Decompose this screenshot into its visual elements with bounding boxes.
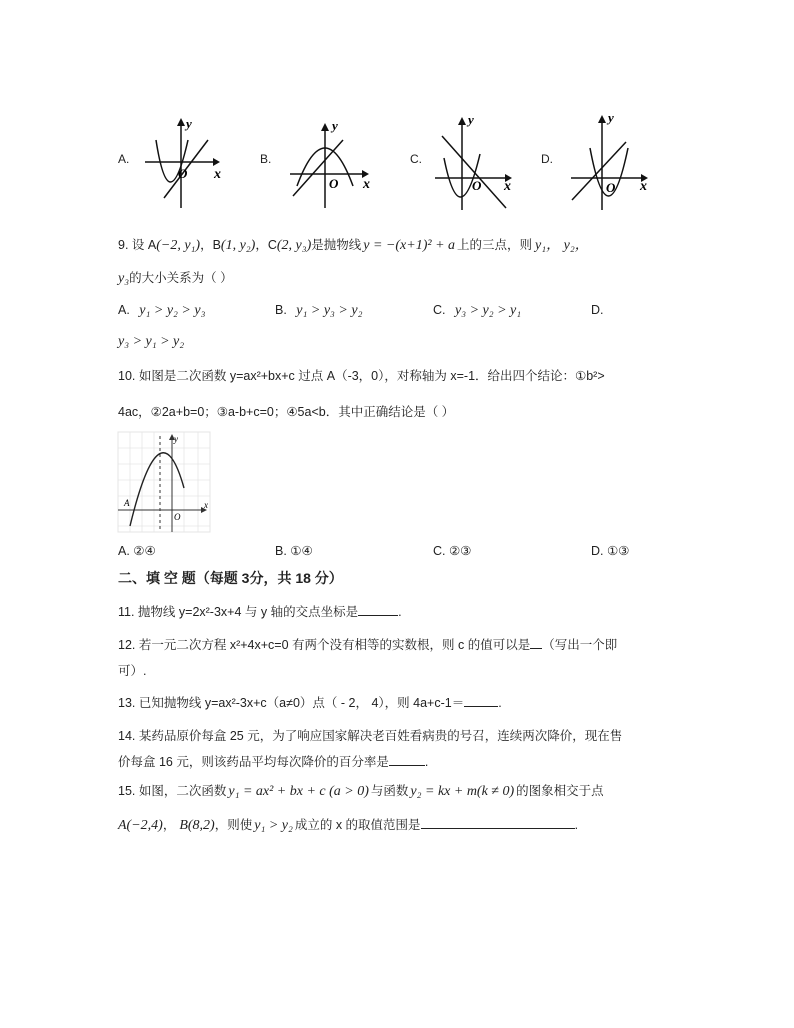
graph-point-a-label: A xyxy=(124,498,130,508)
y-axis-arrow-icon xyxy=(598,115,606,123)
q9-option-d-label: D. xyxy=(591,303,604,317)
q11-answer-blank[interactable] xyxy=(358,603,398,616)
q15-line2-mid: ，则使 xyxy=(214,818,253,832)
x-axis-label: x xyxy=(214,167,221,182)
q15-end: . xyxy=(574,818,579,832)
q9-option-d-expr: y₃ > y₁ > y₂ xyxy=(118,334,185,349)
q9-option-a-label: A. xyxy=(118,303,130,317)
q9-sep2: ，C xyxy=(255,238,277,252)
origin-label: O xyxy=(472,178,482,193)
graph-origin-label: O xyxy=(174,512,181,522)
x-axis-arrow-icon xyxy=(213,158,220,166)
graph-y-label: y xyxy=(174,434,178,444)
origin-label: O xyxy=(329,176,339,191)
q9-option-a-expr: y₁ > y₂ > y₃ xyxy=(139,303,206,318)
q10-option-b[interactable]: B. ①④ xyxy=(275,544,313,558)
q14-answer-blank[interactable] xyxy=(389,753,425,766)
q9-line2-text: 的大小关系为（ ） xyxy=(129,271,233,285)
q9-point-a: (−2, y₁) xyxy=(156,238,201,253)
graph-option-c-label: C. xyxy=(410,152,422,166)
q15-answer-blank[interactable] xyxy=(421,816,575,829)
y-axis-arrow-icon xyxy=(321,123,329,131)
x-axis-label: x xyxy=(363,177,370,192)
q9-parabola: y = −(x+1)² + a xyxy=(363,238,456,253)
q15-point-b: B(8,2) xyxy=(179,818,215,833)
y-axis-label: y xyxy=(608,110,614,125)
q15-fn2: y₂ = kx + m(k ≠ 0) xyxy=(410,784,515,799)
question-10-line-2: 4ac，②2a+b=0；③a-b+c=0；④5a<b．其中正确结论是（ ） xyxy=(118,405,455,419)
q14-line2: 价每盒 16 元，则该药品平均每次降价的百分率是 xyxy=(118,755,389,769)
q9-mid: 是抛物线 xyxy=(311,238,362,252)
y-axis-label: y xyxy=(332,118,338,133)
q13-end: . xyxy=(498,696,502,710)
x-axis-label: x xyxy=(504,179,511,194)
q9-point-c: (2, y₃) xyxy=(276,238,312,253)
q9-sep1: ，B xyxy=(200,238,221,252)
q12-line1: 12. 若一元二次方程 x²+4x+c=0 有两个没有相等的实数根，则 c 的值可以是 xyxy=(118,638,531,652)
question-12-line-2: 可）. xyxy=(118,664,147,678)
question-14-line-2 xyxy=(118,752,428,770)
q9-option-c-label: C. xyxy=(433,303,446,317)
q10-option-a[interactable]: A. ②④ xyxy=(118,544,156,558)
q15-sep: ， xyxy=(162,818,176,832)
q10-option-c[interactable]: C. ②③ xyxy=(433,544,472,558)
q11-text: 11. 抛物线 y=2x²-3x+4 与 y 轴的交点坐标是 xyxy=(118,605,359,619)
y-axis-arrow-icon xyxy=(177,118,185,126)
question-10-graph xyxy=(116,430,212,534)
graph-option-a-label: A. xyxy=(118,152,130,166)
q12-answer-blank[interactable] xyxy=(530,636,542,649)
q9-option-b-label: B. xyxy=(275,303,287,317)
q15-fn1: y₁ = ax² + bx + c (a > 0) xyxy=(228,784,369,799)
q15-prefix: 15. 如图，二次函数 xyxy=(118,784,227,798)
q9-prefix: 9. 设 A xyxy=(118,238,157,252)
q12-line1-end: （写出一个即 xyxy=(542,638,618,652)
x-axis-label: x xyxy=(640,179,647,194)
question-10-line-1: 10. 如图是二次函数 y=ax²+bx+c 过点 A（-3，0），对称轴为 x=-1．给出四个结论：①b²> xyxy=(118,369,605,383)
graph-option-d xyxy=(566,108,658,214)
graph-x-label: x xyxy=(204,500,208,510)
q13-text: 13. 已知抛物线 y=ax²-3x+c（a≠0）点（ - 2， 4），则 4a+c-1＝ xyxy=(118,696,465,710)
graph-option-b-label: B. xyxy=(260,152,272,166)
q10-option-d[interactable]: D. ①③ xyxy=(591,544,630,558)
graph-option-c xyxy=(430,108,522,214)
origin-label: O xyxy=(178,166,188,181)
q9-option-d[interactable] xyxy=(591,303,604,317)
question-15-line-1 xyxy=(118,781,604,800)
q9-suffix: 上的三点，则 xyxy=(457,238,533,252)
q15-line2-tail: 成立的 x 的取值范围是 xyxy=(294,818,421,832)
question-9-line-1 xyxy=(118,234,589,254)
origin-label: O xyxy=(606,180,616,195)
q15-ineq: y₁ > y₂ xyxy=(254,818,293,833)
q13-answer-blank[interactable] xyxy=(464,694,498,707)
q9-option-c-expr: y₃ > y₂ > y₁ xyxy=(454,303,522,318)
graph-option-b xyxy=(285,112,377,214)
q9-option-a[interactable] xyxy=(118,303,205,319)
line-graph xyxy=(442,136,506,208)
graph-option-d-label: D. xyxy=(541,152,553,166)
q9-option-b-expr: y₁ > y₃ > y₂ xyxy=(296,303,363,318)
q11-end: . xyxy=(398,605,402,619)
q9-line2-var: y₃ xyxy=(118,271,130,286)
y-axis-arrow-icon xyxy=(458,117,466,125)
question-13 xyxy=(118,693,502,711)
q9-vars: y₁， y₂， xyxy=(535,238,589,253)
question-15-line-2 xyxy=(118,815,578,834)
question-14-line-1: 14. 某药品原价每盒 25 元，为了响应国家解决老百姓看病贵的号召，连续两次降价，现在售 xyxy=(118,729,623,743)
y-axis-label: y xyxy=(186,116,192,131)
q15-point-a: A(−2,4) xyxy=(118,818,163,833)
q9-option-c[interactable] xyxy=(433,303,521,319)
q9-option-d-expr-line xyxy=(118,334,184,350)
question-11 xyxy=(118,602,402,620)
q9-point-b: (1, y₂) xyxy=(220,238,256,253)
q14-line2-end: . xyxy=(424,755,429,769)
question-12-line-1 xyxy=(118,635,617,653)
y-axis-label: y xyxy=(468,112,474,127)
q15-mid: 与函数 xyxy=(370,784,409,798)
q9-option-b[interactable] xyxy=(275,303,362,319)
graph-option-a xyxy=(140,112,230,214)
section-2-heading: 二、填 空 题（每题 3分，共 18 分） xyxy=(118,570,343,586)
q15-suffix: 的图象相交于点 xyxy=(516,784,604,798)
line-graph xyxy=(572,142,626,200)
question-9-line-2 xyxy=(118,268,233,287)
